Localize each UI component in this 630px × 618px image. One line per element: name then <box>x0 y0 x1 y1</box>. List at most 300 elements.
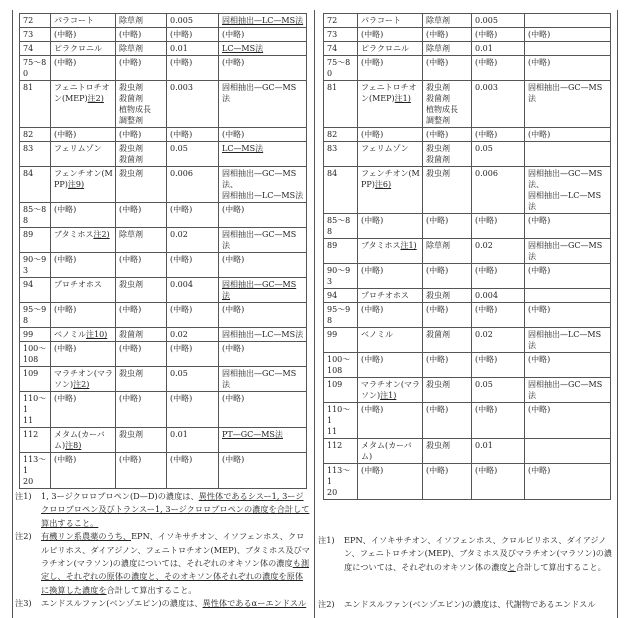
table-row <box>324 264 611 289</box>
method-text: 固相抽出—GC—MS法 <box>222 83 297 103</box>
cell-method <box>525 14 611 28</box>
cell-use: 除草剤 <box>423 14 472 28</box>
cell-method <box>219 278 307 303</box>
cell-method <box>525 167 611 214</box>
name-text: (中略) <box>54 58 77 67</box>
name-text: (中略) <box>54 344 77 353</box>
cell-use: (中略) <box>116 203 167 228</box>
footnote-text: 1, 3ージクロロプロペン(D—D)の濃度は、 <box>41 491 199 501</box>
method-text: (中略) <box>222 344 245 353</box>
cell-use: (中略) <box>423 464 472 500</box>
note-ref: 注8) <box>65 441 82 450</box>
cell-method <box>219 328 307 342</box>
cell-value: 0.003 <box>167 81 219 128</box>
cell-value: 0.02 <box>167 228 219 253</box>
method-text: 固相抽出—GC—MS法 <box>222 280 297 300</box>
cell-value: 0.01 <box>167 42 219 56</box>
cell-method <box>219 453 307 489</box>
cell-use: (中略) <box>116 28 167 42</box>
table-row <box>20 253 307 278</box>
cell-value: (中略) <box>167 342 219 367</box>
cell-number: 113〜1 20 <box>324 464 358 500</box>
cell-number: 94 <box>324 289 358 303</box>
cell-value: (中略) <box>167 253 219 278</box>
cell-value: 0.006 <box>167 167 219 203</box>
name-text: メタム(カーバム) <box>54 430 105 450</box>
cell-value: 0.01 <box>472 439 525 464</box>
note-ref: 注1) <box>394 94 411 103</box>
cell-method <box>525 142 611 167</box>
table-row <box>324 464 611 500</box>
table-row <box>20 128 307 142</box>
name-text: ベノミル <box>361 330 393 339</box>
cell-use: 殺虫剤 殺菌剤 植物成長 調整剤 <box>423 81 472 128</box>
cell-value: (中略) <box>472 303 525 328</box>
cell-value: 0.02 <box>472 328 525 353</box>
cell-use: 殺虫剤 <box>423 378 472 403</box>
name-text: (中略) <box>361 355 384 364</box>
table-row <box>20 28 307 42</box>
cell-name <box>358 264 423 289</box>
table-row <box>20 142 307 167</box>
method-text: (中略) <box>222 305 245 314</box>
cell-value: 0.02 <box>167 328 219 342</box>
cell-method <box>219 28 307 42</box>
table-row <box>20 453 307 489</box>
cell-name <box>358 289 423 303</box>
method-text: (中略) <box>222 394 245 403</box>
pesticide-table-current <box>323 13 611 500</box>
cell-method <box>525 42 611 56</box>
method-text: 固相抽出—GC—MS法 <box>528 83 603 103</box>
table-row <box>20 56 307 81</box>
footnote <box>318 598 614 611</box>
cell-name <box>51 453 116 489</box>
cell-name <box>358 42 423 56</box>
cell-number: 81 <box>20 81 51 128</box>
table-row <box>20 342 307 367</box>
cell-method <box>219 14 307 28</box>
cell-use: 殺虫剤 <box>423 439 472 464</box>
table-row <box>20 203 307 228</box>
method-text: (中略) <box>222 30 245 39</box>
cell-name <box>358 14 423 28</box>
cell-value: 0.05 <box>472 142 525 167</box>
cell-method <box>219 392 307 428</box>
name-text: (中略) <box>361 216 384 225</box>
cell-use: (中略) <box>423 128 472 142</box>
method-text: 固相抽出—LC—MS法 <box>528 330 602 350</box>
method-text: 固相抽出—GC—MS法、 固相抽出—LC—MS法 <box>528 169 603 211</box>
footnote-body <box>41 597 311 610</box>
cell-method <box>219 56 307 81</box>
footnote-label: 注2) <box>15 531 32 542</box>
cell-value: (中略) <box>167 128 219 142</box>
cell-method <box>525 303 611 328</box>
table-row <box>20 392 307 428</box>
cell-number: 85〜88 <box>20 203 51 228</box>
cell-name <box>51 428 116 453</box>
table-row <box>324 303 611 328</box>
name-text: マラチオン(マラソン) <box>54 369 113 389</box>
footnote-text: EPN、イソキサチオン、イソフェンホス、クロルピリホス、ダイアジノン、フェニトロチオン(MEP)、ブタミホス及びマラチオン(マラソン)の濃度については、それぞれのオキソン体の濃度 <box>344 535 613 572</box>
note-ref: 注2) <box>87 94 104 103</box>
cell-use: (中略) <box>423 403 472 439</box>
cell-value: (中略) <box>472 403 525 439</box>
name-text: ブタミホス <box>361 241 401 250</box>
cell-value: (中略) <box>167 303 219 328</box>
table-row <box>20 228 307 253</box>
name-text: マラチオン(マラソン) <box>361 380 420 400</box>
cell-number: 82 <box>324 128 358 142</box>
table-row <box>20 81 307 128</box>
cell-number: 112 <box>20 428 51 453</box>
cell-number: 89 <box>20 228 51 253</box>
cell-use: (中略) <box>116 303 167 328</box>
cell-value: 0.05 <box>167 142 219 167</box>
cell-value: (中略) <box>472 128 525 142</box>
cell-number: 100〜 108 <box>20 342 51 367</box>
footnote-text: も測定し、それぞれの原体の濃度と、そのオキソン体それぞれの濃度を原体に換算した濃度を <box>41 558 310 595</box>
name-text: フェリムゾン <box>361 144 409 153</box>
cell-name <box>51 167 116 203</box>
name-text: フェニトロチオン(MEP) <box>54 83 110 103</box>
name-text: (中略) <box>54 255 77 264</box>
footnote-text: 有機リン系農薬のうち、 <box>41 531 132 542</box>
cell-method <box>219 203 307 228</box>
cell-name <box>358 439 423 464</box>
cell-use: (中略) <box>116 128 167 142</box>
cell-value: 0.003 <box>472 81 525 128</box>
table-row <box>324 14 611 28</box>
cell-name <box>51 342 116 367</box>
name-text: (中略) <box>54 205 77 214</box>
cell-use: (中略) <box>116 392 167 428</box>
table-row <box>324 28 611 42</box>
cell-use: 除草剤 <box>423 239 472 264</box>
cell-number: 74 <box>20 42 51 56</box>
cell-value: (中略) <box>472 28 525 42</box>
table-row <box>324 214 611 239</box>
note-ref: 注6) <box>374 180 392 189</box>
name-text: (中略) <box>54 305 77 314</box>
cell-name <box>51 303 116 328</box>
cell-name <box>51 42 116 56</box>
table-row <box>20 303 307 328</box>
cell-value: (中略) <box>167 56 219 81</box>
cell-method <box>219 253 307 278</box>
cell-number: 90〜93 <box>324 264 358 289</box>
cell-name <box>358 464 423 500</box>
cell-number: 73 <box>20 28 51 42</box>
column-revised <box>12 10 315 618</box>
cell-use: 殺虫剤 殺菌剤 <box>423 142 472 167</box>
cell-number: 95〜98 <box>324 303 358 328</box>
cell-name <box>51 278 116 303</box>
cell-number: 113〜1 20 <box>20 453 51 489</box>
cell-number: 95〜98 <box>20 303 51 328</box>
name-text: メタム(カーバム) <box>361 441 412 461</box>
cell-use: 殺菌剤 <box>116 328 167 342</box>
footnote-label: 注2) <box>318 599 335 610</box>
name-text: パラコート <box>361 16 401 25</box>
cell-use: 除草剤 <box>423 42 472 56</box>
method-text: LC—MS法 <box>222 144 264 153</box>
method-text: LC—MS法 <box>222 44 264 53</box>
cell-method <box>219 367 307 392</box>
cell-name <box>51 203 116 228</box>
table-row <box>20 428 307 453</box>
method-text: (中略) <box>528 405 551 414</box>
cell-value: 0.004 <box>472 289 525 303</box>
cell-use: (中略) <box>116 453 167 489</box>
cell-use: 殺虫剤 <box>116 278 167 303</box>
cell-method <box>525 353 611 378</box>
cell-name <box>358 378 423 403</box>
cell-use: 殺虫剤 殺菌剤 <box>116 142 167 167</box>
cell-use: 殺虫剤 殺菌剤 植物成長 調整剤 <box>116 81 167 128</box>
table-row <box>324 42 611 56</box>
cell-use: (中略) <box>116 253 167 278</box>
name-text: (中略) <box>361 305 384 314</box>
cell-value: (中略) <box>472 464 525 500</box>
cell-number: 110〜1 11 <box>20 392 51 428</box>
footnote-body <box>41 490 311 530</box>
cell-use: (中略) <box>116 342 167 367</box>
note-ref: 注1) <box>380 391 397 400</box>
footnote-label: 注1) <box>318 535 335 545</box>
cell-number: 83 <box>20 142 51 167</box>
cell-number: 110〜1 11 <box>324 403 358 439</box>
cell-number: 100〜 108 <box>324 353 358 378</box>
cell-name <box>51 392 116 428</box>
method-text: (中略) <box>528 58 551 67</box>
name-text: ピラクロニル <box>361 44 409 53</box>
table-row <box>324 142 611 167</box>
cell-name <box>358 56 423 81</box>
cell-name <box>51 28 116 42</box>
method-text: (中略) <box>222 205 245 214</box>
cell-method <box>219 128 307 142</box>
method-text: 固相抽出—LC—MS法 <box>222 16 304 25</box>
cell-name <box>51 367 116 392</box>
cell-number: 73 <box>324 28 358 42</box>
cell-use: 殺菌剤 <box>423 328 472 353</box>
cell-value: (中略) <box>472 214 525 239</box>
cell-use: (中略) <box>423 56 472 81</box>
cell-value: 0.005 <box>472 14 525 28</box>
cell-value: 0.01 <box>167 428 219 453</box>
cell-value: (中略) <box>472 56 525 81</box>
table-row <box>20 14 307 28</box>
table-row <box>20 167 307 203</box>
cell-name <box>358 214 423 239</box>
cell-value: (中略) <box>167 392 219 428</box>
name-text: パラコート <box>54 16 94 25</box>
cell-method <box>525 214 611 239</box>
cell-use: (中略) <box>423 353 472 378</box>
table-row <box>324 439 611 464</box>
cell-method <box>219 303 307 328</box>
cell-number: 75〜80 <box>20 56 51 81</box>
cell-name <box>51 128 116 142</box>
footnote-text: 合計して算出すること。 <box>515 561 606 572</box>
cell-method <box>219 428 307 453</box>
table-row <box>20 42 307 56</box>
note-ref: 注2) <box>93 230 110 239</box>
method-text: (中略) <box>222 130 245 139</box>
cell-name <box>358 328 423 353</box>
cell-value: 0.01 <box>472 42 525 56</box>
note-ref: 注9) <box>67 180 85 189</box>
notes-current <box>318 534 614 612</box>
cell-method <box>525 28 611 42</box>
note-ref: 注10) <box>86 330 108 339</box>
cell-value: (中略) <box>167 453 219 489</box>
footnote-text: EPN、イソキサチオン、イソフェンホス、クロルピリホス、ダイアジノン、フェニトロチオン(MEP)、ブタミホス及びマラチオン(マラソン)の濃度については、それぞれのオキソン体の濃度 <box>41 531 310 569</box>
name-text: プロチオホス <box>54 280 102 289</box>
cell-method <box>219 42 307 56</box>
footnote <box>15 597 311 610</box>
name-text: フェンチオン(MPP) <box>361 169 420 189</box>
cell-name <box>358 128 423 142</box>
cell-value: 0.006 <box>472 167 525 214</box>
cell-method <box>219 167 307 203</box>
table-row <box>324 403 611 439</box>
cell-method <box>525 403 611 439</box>
table-row <box>20 367 307 392</box>
cell-use: 殺虫剤 <box>116 428 167 453</box>
method-text: (中略) <box>528 466 551 475</box>
cell-use: 除草剤 <box>116 14 167 28</box>
notes-revised <box>15 490 311 611</box>
cell-use: (中略) <box>116 56 167 81</box>
method-text: (中略) <box>222 455 245 464</box>
column-current <box>315 10 618 618</box>
method-text: 固相抽出—GC—MS法 <box>222 230 297 250</box>
cell-name <box>358 167 423 214</box>
name-text: (中略) <box>361 405 384 414</box>
cell-method <box>525 264 611 289</box>
method-text: (中略) <box>222 58 245 67</box>
cell-method <box>219 142 307 167</box>
table-row <box>20 328 307 342</box>
method-text: (中略) <box>528 355 551 364</box>
table-row <box>324 128 611 142</box>
cell-use: 殺虫剤 <box>116 167 167 203</box>
footnote-body <box>344 534 614 574</box>
footnote <box>15 530 311 597</box>
name-text: (中略) <box>54 394 77 403</box>
table-row <box>324 328 611 353</box>
cell-number: 81 <box>324 81 358 128</box>
cell-name <box>358 303 423 328</box>
name-text: (中略) <box>54 30 77 39</box>
name-text: フェニトロチオン(MEP) <box>361 83 417 103</box>
table-row <box>324 56 611 81</box>
cell-name <box>358 403 423 439</box>
note-ref: 注1) <box>400 241 417 250</box>
cell-number: 99 <box>20 328 51 342</box>
name-text: ブタミホス <box>54 230 94 239</box>
method-text: 固相抽出—GC—MS法 <box>528 380 603 400</box>
name-text: (中略) <box>361 466 384 475</box>
cell-name <box>51 56 116 81</box>
method-text: (中略) <box>528 266 551 275</box>
method-text: (中略) <box>222 255 245 264</box>
cell-number: 112 <box>324 439 358 464</box>
method-text: 固相抽出—GC—MS法、 固相抽出—LC—MS法 <box>222 169 304 200</box>
cell-name <box>51 142 116 167</box>
method-text: PT—GC—MS法 <box>222 430 283 439</box>
cell-number: 75〜80 <box>324 56 358 81</box>
footnote-text: エンドスルファン(ベンゾエピン)の濃度は、 <box>41 598 203 609</box>
cell-number: 83 <box>324 142 358 167</box>
cell-name <box>358 239 423 264</box>
name-text: (中略) <box>361 130 384 139</box>
cell-method <box>525 439 611 464</box>
cell-number: 99 <box>324 328 358 353</box>
cell-value: (中略) <box>167 28 219 42</box>
footnote-body <box>344 598 614 611</box>
cell-method <box>525 378 611 403</box>
footnote <box>318 534 614 574</box>
footnote <box>15 490 311 530</box>
cell-use: (中略) <box>423 303 472 328</box>
name-text: (中略) <box>54 130 77 139</box>
cell-number: 72 <box>20 14 51 28</box>
note-ref: 注2) <box>73 380 90 389</box>
cell-value: (中略) <box>472 264 525 289</box>
method-text: 固相抽出—GC—MS法 <box>528 241 603 261</box>
cell-value: 0.004 <box>167 278 219 303</box>
cell-name <box>358 142 423 167</box>
cell-method <box>525 81 611 128</box>
method-text: 固相抽出—LC—MS法 <box>222 330 304 339</box>
name-text: プロチオホス <box>361 291 409 300</box>
footnote-body <box>41 530 311 597</box>
cell-use: 除草剤 <box>116 228 167 253</box>
cell-name <box>358 81 423 128</box>
cell-number: 109 <box>324 378 358 403</box>
cell-number: 84 <box>324 167 358 214</box>
footnote-text: 合計して算出すること。 <box>106 584 197 595</box>
method-text: (中略) <box>528 305 551 314</box>
table-row <box>324 378 611 403</box>
cell-name <box>51 14 116 28</box>
cell-use: 殺虫剤 <box>116 367 167 392</box>
cell-method <box>525 239 611 264</box>
cell-number: 85〜88 <box>324 214 358 239</box>
footnote-text: 異性体であるシスー1, 3ージクロロプロペン及びトランスー1, 3ージクロロプロペンの濃度を合計して算出すること。 <box>41 491 310 528</box>
cell-value: 0.05 <box>472 378 525 403</box>
cell-number: 84 <box>20 167 51 203</box>
cell-number: 72 <box>324 14 358 28</box>
footnote-label: 注3) <box>15 598 32 609</box>
cell-method <box>525 464 611 500</box>
pesticide-table-revised <box>19 13 307 489</box>
cell-method <box>525 289 611 303</box>
cell-method <box>219 81 307 128</box>
method-text: (中略) <box>528 130 551 139</box>
name-text: フェンチオン(MPP) <box>54 169 113 189</box>
cell-number: 109 <box>20 367 51 392</box>
table-row <box>324 239 611 264</box>
cell-use: 除草剤 <box>116 42 167 56</box>
cell-method <box>525 128 611 142</box>
cell-number: 89 <box>324 239 358 264</box>
cell-use: 殺虫剤 <box>423 167 472 214</box>
